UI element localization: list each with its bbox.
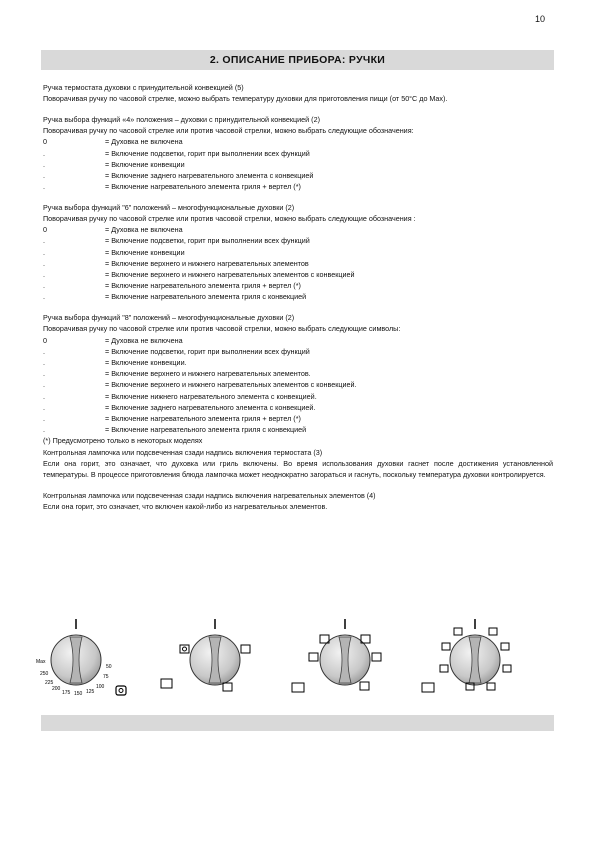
list-item — [43, 159, 553, 170]
section-heading: Ручка выбора функций "8" положений – многофункциональные духовки (2) — [43, 313, 295, 323]
function-description: = Включение верхнего и нижнего нагревательных элементов. — [105, 369, 311, 379]
knob-label: 125 — [86, 689, 95, 695]
function-symbol: . — [43, 425, 45, 435]
function-symbol: . — [43, 413, 45, 423]
function-description: = Включение нагревательного элемента гриля + вертел (*) — [105, 182, 301, 192]
list-item — [43, 136, 553, 147]
thermostat-knob-icon — [36, 619, 126, 697]
function-description: = Включение заднего нагревательного элемента с конвекцией — [105, 170, 314, 180]
list-item — [43, 335, 553, 346]
section-thermostat-lamp — [43, 447, 553, 481]
knob-label: 250 — [40, 671, 49, 677]
function-symbol: . — [43, 402, 45, 412]
function-description: = Включение верхнего и нижнего нагревательных элементов с конвекцией — [105, 270, 355, 280]
list-item — [43, 402, 553, 413]
knob-label: 50 — [106, 664, 112, 670]
list-item — [43, 247, 553, 258]
function-symbol: 0 — [43, 335, 47, 345]
function-symbol: . — [43, 292, 45, 302]
section-text: Если она горит, это означает, что включен какой-либо из нагревательных элементов. — [43, 501, 328, 511]
list-item — [43, 235, 553, 246]
function-description: = Включение конвекции — [105, 247, 185, 257]
knob-label: 225 — [45, 680, 54, 686]
section-text: Поворачивая ручку по часовой стрелке или против часовой стрелки, можно выбрать следующие обозначения : — [43, 214, 416, 224]
section-heading: Контрольная лампочка или подсвеченная сзади надпись включения нагревательных элементов (4) — [43, 490, 376, 500]
section-heading: Ручка термостата духовки с принудительной конвекцией (5) — [43, 83, 244, 92]
function-knob-8-icon — [422, 619, 511, 692]
function-description: = Включение верхнего и нижнего нагревательных элементов с конвекцией. — [105, 380, 357, 390]
function-description: = Включение нижнего нагревательного элемента с конвекцией. — [105, 391, 317, 401]
function-description: = Включение подсветки, горит при выполнении всех функций — [105, 148, 310, 158]
function-symbol: . — [43, 346, 45, 356]
function-symbol: . — [43, 270, 45, 280]
section-8-position-knob — [43, 312, 553, 446]
list-item — [43, 258, 553, 269]
function-symbol: . — [43, 170, 45, 180]
function-symbol: . — [43, 182, 45, 192]
section-elements-lamp — [43, 490, 553, 512]
function-description: = Включение верхнего и нижнего нагревательных элементов — [105, 258, 309, 268]
function-knob-4-icon — [161, 619, 250, 691]
list-item — [43, 170, 553, 181]
section-4-position-knob — [43, 114, 553, 192]
page-number: 10 — [534, 14, 545, 24]
function-description: = Включение заднего нагревательного элемента с конвекцией. — [105, 402, 316, 412]
section-heading: Контрольная лампочка или подсвеченная сзади надпись включения термостата (3) — [43, 447, 323, 457]
function-symbol: . — [43, 357, 45, 367]
section-text: Поворачивая ручку по часовой стрелке или против часовой стрелки, можно выбрать следующие символы: — [43, 324, 401, 334]
knob-label: 150 — [74, 691, 83, 697]
knob-label: 200 — [52, 686, 61, 692]
function-description: = Включение нагревательного элемента гриля с конвекцией — [105, 292, 307, 302]
function-description: = Включение нагревательного элемента гриля с конвекцией — [105, 425, 307, 435]
section-text: Поворачивая ручку по часовой стрелке, можно выбрать температуру духовки для приготовления пищи (от 50°C до Max). — [43, 94, 448, 104]
function-symbol: . — [43, 369, 45, 379]
function-description: = Включение конвекции. — [105, 357, 187, 367]
function-description: = Духовка не включена — [105, 225, 183, 235]
list-item — [43, 346, 553, 357]
list-item — [43, 181, 553, 192]
function-symbol: . — [43, 391, 45, 401]
knob-label: 175 — [62, 690, 71, 696]
function-description: = Духовка не включена — [105, 335, 183, 345]
footnote: (*) Предусмотрено только в некоторых моделях — [43, 436, 203, 446]
footer-bar — [41, 715, 554, 731]
function-description: = Включение нагревательного элемента гриля + вертел (*) — [105, 281, 301, 291]
section-text: Если она горит, это означает, что духовка или гриль включены. Во время использования духовки гаснет после достижения установленной температуры. В процессе приготовления блюда лампочка может неоднократно загораться и гаснуть, поскольку температура духовки контролируется. — [43, 458, 553, 479]
function-description: = Включение подсветки, горит при выполнении всех функций — [105, 346, 310, 356]
function-knob-6-icon — [292, 619, 381, 692]
list-item — [43, 224, 553, 235]
list-item — [43, 379, 553, 390]
function-symbol: 0 — [43, 137, 47, 147]
page-content — [43, 82, 553, 522]
function-symbol: . — [43, 247, 45, 257]
function-symbol: . — [43, 258, 45, 268]
function-description: = Включение конвекции — [105, 159, 185, 169]
knob-illustrations — [30, 615, 570, 705]
function-description: = Включение подсветки, горит при выполнении всех функций — [105, 236, 310, 246]
list-item — [43, 424, 553, 435]
section-heading: Ручка выбора функций «4» положения – духовки с принудительной конвекцией (2) — [43, 114, 320, 124]
section-heading: Ручка выбора функций "6" положений – многофункциональные духовки (2) — [43, 202, 295, 212]
section-title-bar — [41, 50, 554, 70]
function-symbol: 0 — [43, 225, 47, 235]
section-title: 2. ОПИСАНИЕ ПРИБОРА: РУЧКИ — [209, 54, 386, 66]
list-item — [43, 280, 553, 291]
knob-label: 100 — [96, 684, 105, 690]
list-item — [43, 413, 553, 424]
function-symbol: . — [43, 380, 45, 390]
list-item — [43, 391, 553, 402]
list-item — [43, 269, 553, 280]
function-symbol: . — [43, 236, 45, 246]
function-symbol: . — [43, 148, 45, 158]
list-item — [43, 148, 553, 159]
section-text: Поворачивая ручку по часовой стрелке или против часовой стрелки, можно выбрать следующие обозначения: — [43, 126, 414, 136]
list-item — [43, 357, 553, 368]
function-description: = Включение нагревательного элемента гриля + вертел (*) — [105, 413, 301, 423]
list-item — [43, 368, 553, 379]
function-description: = Духовка не включена — [105, 137, 183, 147]
function-symbol: . — [43, 159, 45, 169]
section-6-position-knob — [43, 202, 553, 303]
list-item — [43, 291, 553, 302]
function-symbol: . — [43, 281, 45, 291]
knob-label: 75 — [103, 674, 109, 680]
section-thermostat-knob — [43, 82, 553, 104]
knob-label: Max — [36, 659, 46, 665]
